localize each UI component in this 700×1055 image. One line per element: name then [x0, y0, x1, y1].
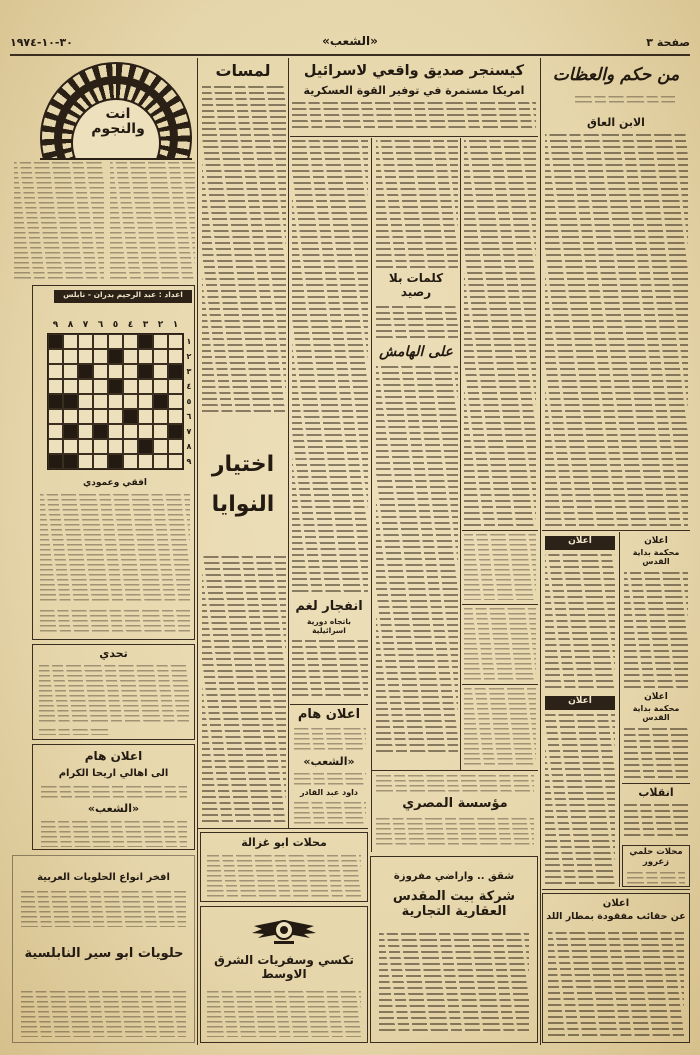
- crossword-grid: [47, 333, 184, 470]
- winged-emblem-icon: [250, 912, 318, 948]
- crossword-row-number: ٧: [186, 427, 192, 436]
- hilmi-zaarour-ad-text: [627, 872, 685, 884]
- important-notice-contact: داود عبد القادر: [299, 788, 359, 797]
- page-number: صفحة ٣: [646, 36, 690, 49]
- middle-east-taxi-ad: [200, 906, 368, 1043]
- horoscope-text: [110, 162, 195, 280]
- crossword-cell: [78, 439, 93, 454]
- crossword-compiler: اعداد : عبد الرحيم بدران - نابلس: [54, 290, 192, 303]
- section-rule: [198, 828, 368, 829]
- crossword-column-number: ٨: [67, 320, 74, 330]
- sweets-ad-text: [21, 891, 186, 927]
- classified-text: [464, 688, 536, 766]
- jericho-notice-text: [41, 786, 187, 800]
- column-rule: [540, 58, 541, 1045]
- crossword-cell: [63, 439, 78, 454]
- crossword-cell: [63, 409, 78, 424]
- crossword-black-cell: [138, 439, 153, 454]
- important-notice-title: اعلان هام: [297, 707, 361, 722]
- crossword-cell: [63, 334, 78, 349]
- crossword-cell: [108, 424, 123, 439]
- crossword-cell: [138, 424, 153, 439]
- jericho-notice-paper-name: «الشعب»: [87, 802, 140, 815]
- important-notice-text: [294, 728, 366, 752]
- crossword-column-number: ٢: [157, 320, 164, 330]
- section-rule: [542, 530, 690, 531]
- jericho-notice-title: اعلان هام: [84, 749, 143, 763]
- section-rule: [462, 604, 538, 605]
- crossword-cell: [108, 439, 123, 454]
- important-notice-paper-name: «الشعب»: [303, 755, 355, 768]
- court-name: محكمة بداية القدس: [632, 548, 680, 567]
- crossword-black-cell: [63, 394, 78, 409]
- crossword-black-cell: [63, 454, 78, 469]
- crossword-column-number: ٤: [127, 320, 134, 330]
- crossword-cell: [168, 379, 183, 394]
- court-notice-label: اعلان: [644, 536, 668, 546]
- crossword-cell: [78, 394, 93, 409]
- lead-story-text: [292, 140, 368, 596]
- crossword-black-cell: [48, 334, 63, 349]
- crossword-cell: [153, 349, 168, 364]
- crossword-cell: [93, 439, 108, 454]
- crossword-cell: [78, 379, 93, 394]
- crossword-black-cell: [93, 424, 108, 439]
- horoscope-sunburst-header: [40, 62, 192, 160]
- mine-story-subheadline: باتجاه دورية اسرائيلية: [307, 617, 351, 635]
- bayt-al-maqdis-ad: [370, 856, 538, 1043]
- crossword-column-number: ٧: [82, 320, 89, 330]
- crossword-cell: [168, 454, 183, 469]
- newspaper-name: «الشعب»: [322, 34, 378, 48]
- crossword-cell: [48, 349, 63, 364]
- crossword-cell: [153, 424, 168, 439]
- crossword-previous-solution: [40, 610, 190, 634]
- hilmi-zaarour-ad: [622, 845, 690, 887]
- crossword-cell: [78, 349, 93, 364]
- court-notice-label: اعلان: [644, 692, 668, 702]
- crossword-column-number: ٦: [97, 320, 104, 330]
- crossword-cell: [108, 334, 123, 349]
- masri-ad-text: [376, 775, 534, 793]
- crossword-black-cell: [48, 394, 63, 409]
- column-rule: [460, 138, 461, 770]
- challenge-signature: [39, 729, 109, 735]
- crossword-cell: [78, 424, 93, 439]
- section-rule: [622, 783, 690, 784]
- lost-bags-notice: [542, 893, 690, 1043]
- crossword-cell: [153, 439, 168, 454]
- crossword-cell: [138, 379, 153, 394]
- crossword-cell: [153, 334, 168, 349]
- lead-story-text: [376, 140, 458, 268]
- inqilab-heading: انقلاب: [638, 786, 674, 799]
- horoscope-title: انت والنجوم: [91, 106, 145, 138]
- crossword-black-cell: [108, 349, 123, 364]
- crossword-cell: [78, 454, 93, 469]
- crossword-cell: [123, 424, 138, 439]
- crossword-row-number: ٣: [186, 367, 192, 376]
- crossword-cell: [48, 439, 63, 454]
- crossword-cell: [63, 349, 78, 364]
- section-rule: [462, 530, 538, 531]
- crossword-cell: [48, 379, 63, 394]
- crossword-black-cell: [168, 364, 183, 379]
- crossword-column-numbers: [48, 318, 183, 332]
- crossword-black-cell: [138, 334, 153, 349]
- crossword-cell: [108, 394, 123, 409]
- bayt-al-maqdis-text: [379, 933, 529, 1035]
- crossword-column-number: ٣: [142, 320, 149, 330]
- lead-subheadline: امريكا مستمرة في توفير القوة العسكرية: [303, 84, 525, 97]
- kalimat-column-title: كلمات بلا رصيد: [388, 271, 444, 299]
- crossword-row-number: ٤: [186, 382, 192, 391]
- hamish-text: [376, 366, 458, 752]
- masthead-rule: [10, 54, 690, 56]
- challenge-title: تحدي: [99, 647, 128, 660]
- column-rule: [619, 532, 620, 887]
- wisdom-article-subtitle: الابن العاق: [587, 116, 645, 129]
- notice-label-band: اعلان: [545, 536, 615, 550]
- lost-bags-notice-title: عن حقائب مفقودة بمطار اللد: [546, 911, 686, 922]
- crossword-cell: [93, 379, 108, 394]
- crossword-black-cell: [153, 394, 168, 409]
- section-rule: [542, 889, 690, 890]
- classified-text: [464, 534, 536, 600]
- crossword-cell: [48, 364, 63, 379]
- bayt-al-maqdis-tagline: شقق .. واراضي مفروزة: [393, 871, 515, 882]
- taxi-ad-title: تكسي وسفريات الشرق الاوسط: [214, 953, 354, 981]
- mine-story-text: [292, 640, 368, 700]
- crossword-black-cell: [108, 454, 123, 469]
- crossword-cell: [93, 454, 108, 469]
- crossword-cell: [78, 409, 93, 424]
- challenge-box: [32, 644, 195, 740]
- hamish-heading: على الهامش: [379, 344, 453, 360]
- taxi-ad-text: [207, 991, 361, 1037]
- crossword-cell: [93, 409, 108, 424]
- crossword-cell: [93, 349, 108, 364]
- crossword-black-cell: [108, 379, 123, 394]
- jericho-notice-text: [41, 821, 187, 847]
- notice-text: [545, 554, 615, 692]
- crossword-cell: [123, 334, 138, 349]
- ikhtiyar-text: [202, 556, 286, 824]
- crossword-cell: [108, 409, 123, 424]
- crossword-cell: [123, 379, 138, 394]
- classified-text: [464, 608, 536, 680]
- lamasat-column-title: لمسات: [215, 61, 271, 80]
- section-rule: [462, 684, 538, 685]
- crossword-cell: [168, 394, 183, 409]
- section-rule: [290, 704, 368, 705]
- jericho-notice-subtitle: الى اهالي اريحا الكرام: [58, 768, 169, 779]
- crossword-cell: [78, 334, 93, 349]
- wisdom-column-title: من حكم والعظات: [552, 65, 680, 85]
- column-rule: [197, 58, 198, 1045]
- ikhtiyar-heading-line2: النوايا: [211, 492, 275, 517]
- crossword-column-number: ٥: [112, 320, 119, 330]
- crossword-clues-heading: افقي وعمودي: [83, 478, 147, 488]
- crossword-cell: [93, 364, 108, 379]
- lead-story-lede: [292, 102, 536, 132]
- bayt-al-maqdis-company: شركة بيت المقدس العقارية التجارية: [392, 889, 516, 919]
- crossword-cell: [123, 349, 138, 364]
- section-rule: [371, 770, 538, 771]
- crossword-cell: [93, 394, 108, 409]
- abu-ghazaleh-ad-text: [207, 855, 361, 897]
- crossword-cell: [138, 409, 153, 424]
- crossword-cell: [153, 409, 168, 424]
- crossword-cell: [123, 454, 138, 469]
- lost-bags-notice-text: [548, 932, 684, 1036]
- column-rule: [371, 138, 372, 852]
- crossword-cell: [63, 379, 78, 394]
- crossword-black-cell: [78, 364, 93, 379]
- column-rule: [288, 58, 289, 828]
- crossword-row-number: ٩: [186, 457, 192, 466]
- crossword-cell: [153, 454, 168, 469]
- important-notice-text: [294, 802, 366, 824]
- abu-ghazaleh-ad-title: محلات ابو غزالة: [241, 836, 327, 849]
- crossword-cell: [168, 349, 183, 364]
- lost-bags-notice-label: اعلان: [602, 898, 630, 909]
- sweets-ad-text: [21, 991, 186, 1037]
- crossword-cell: [123, 364, 138, 379]
- abu-ghazaleh-ad: [200, 832, 368, 902]
- ikhtiyar-heading-line1: اختيار: [211, 452, 275, 477]
- masri-ad-title: مؤسسة المصري: [402, 796, 508, 811]
- crossword-black-cell: [48, 454, 63, 469]
- jericho-notice: [32, 744, 195, 850]
- crossword-cell: [168, 334, 183, 349]
- crossword-column-number: ١: [172, 320, 179, 330]
- crossword-row-number: ٦: [186, 412, 192, 421]
- wisdom-column-byline: [575, 96, 675, 104]
- crossword-row-numbers: [184, 334, 194, 469]
- crossword-cell: [138, 349, 153, 364]
- crossword-cell: [168, 409, 183, 424]
- lead-story-text: [464, 140, 536, 526]
- crossword-black-cell: [168, 424, 183, 439]
- crossword-cell: [138, 454, 153, 469]
- hilmi-zaarour-ad-title: محلات حلمي زعرور: [629, 847, 683, 867]
- issue-date: ٣٠-١٠-١٩٧٤: [10, 36, 73, 49]
- court-notice-text: [624, 728, 688, 780]
- crossword-cell: [63, 364, 78, 379]
- crossword-row-number: ٥: [186, 397, 192, 406]
- crossword-cell: [153, 364, 168, 379]
- crossword-cell: [123, 394, 138, 409]
- crossword-cell: [48, 409, 63, 424]
- mine-story-headline: انفجار لغم: [295, 599, 363, 614]
- court-notice-text: [624, 572, 688, 688]
- crossword-row-number: ٢: [186, 352, 192, 361]
- crossword-cell: [168, 439, 183, 454]
- crossword-black-cell: [138, 364, 153, 379]
- lamasat-column-text: [202, 86, 286, 416]
- wisdom-article-text: [545, 134, 688, 526]
- horoscope-text: [14, 162, 104, 280]
- masri-ad-text: [376, 818, 534, 848]
- crossword-cell: [153, 379, 168, 394]
- crossword-cell: [93, 334, 108, 349]
- sunburst-disc: [71, 98, 161, 160]
- notice-text: [545, 714, 615, 884]
- kalimat-column-text: [376, 306, 458, 340]
- sweets-ad-tagline: افخر انواع الحلويات العربية: [37, 872, 170, 883]
- crossword-black-cell: [123, 409, 138, 424]
- crossword-cell: [123, 439, 138, 454]
- crossword-column-number: ٩: [52, 320, 59, 330]
- abu-seir-sweets-ad: [12, 855, 195, 1043]
- crossword-cell: [108, 364, 123, 379]
- crossword-row-number: ١: [186, 337, 192, 346]
- sweets-ad-shop-name: حلويات ابو سير النابلسية: [24, 946, 184, 961]
- crossword-row-number: ٨: [186, 442, 192, 451]
- crossword-cell: [138, 394, 153, 409]
- crossword-cell: [48, 424, 63, 439]
- important-notice-text: [294, 773, 366, 785]
- section-rule: [290, 136, 538, 137]
- crossword-clues-text: [40, 494, 190, 604]
- crossword-black-cell: [63, 424, 78, 439]
- inqilab-text: [624, 804, 688, 840]
- court-name: محكمة بداية القدس: [632, 704, 680, 723]
- lead-headline: كيسنجر صديق واقعي لاسرائيل: [303, 63, 525, 79]
- challenge-text: [39, 665, 189, 725]
- notice-label-band: اعلان: [545, 696, 615, 710]
